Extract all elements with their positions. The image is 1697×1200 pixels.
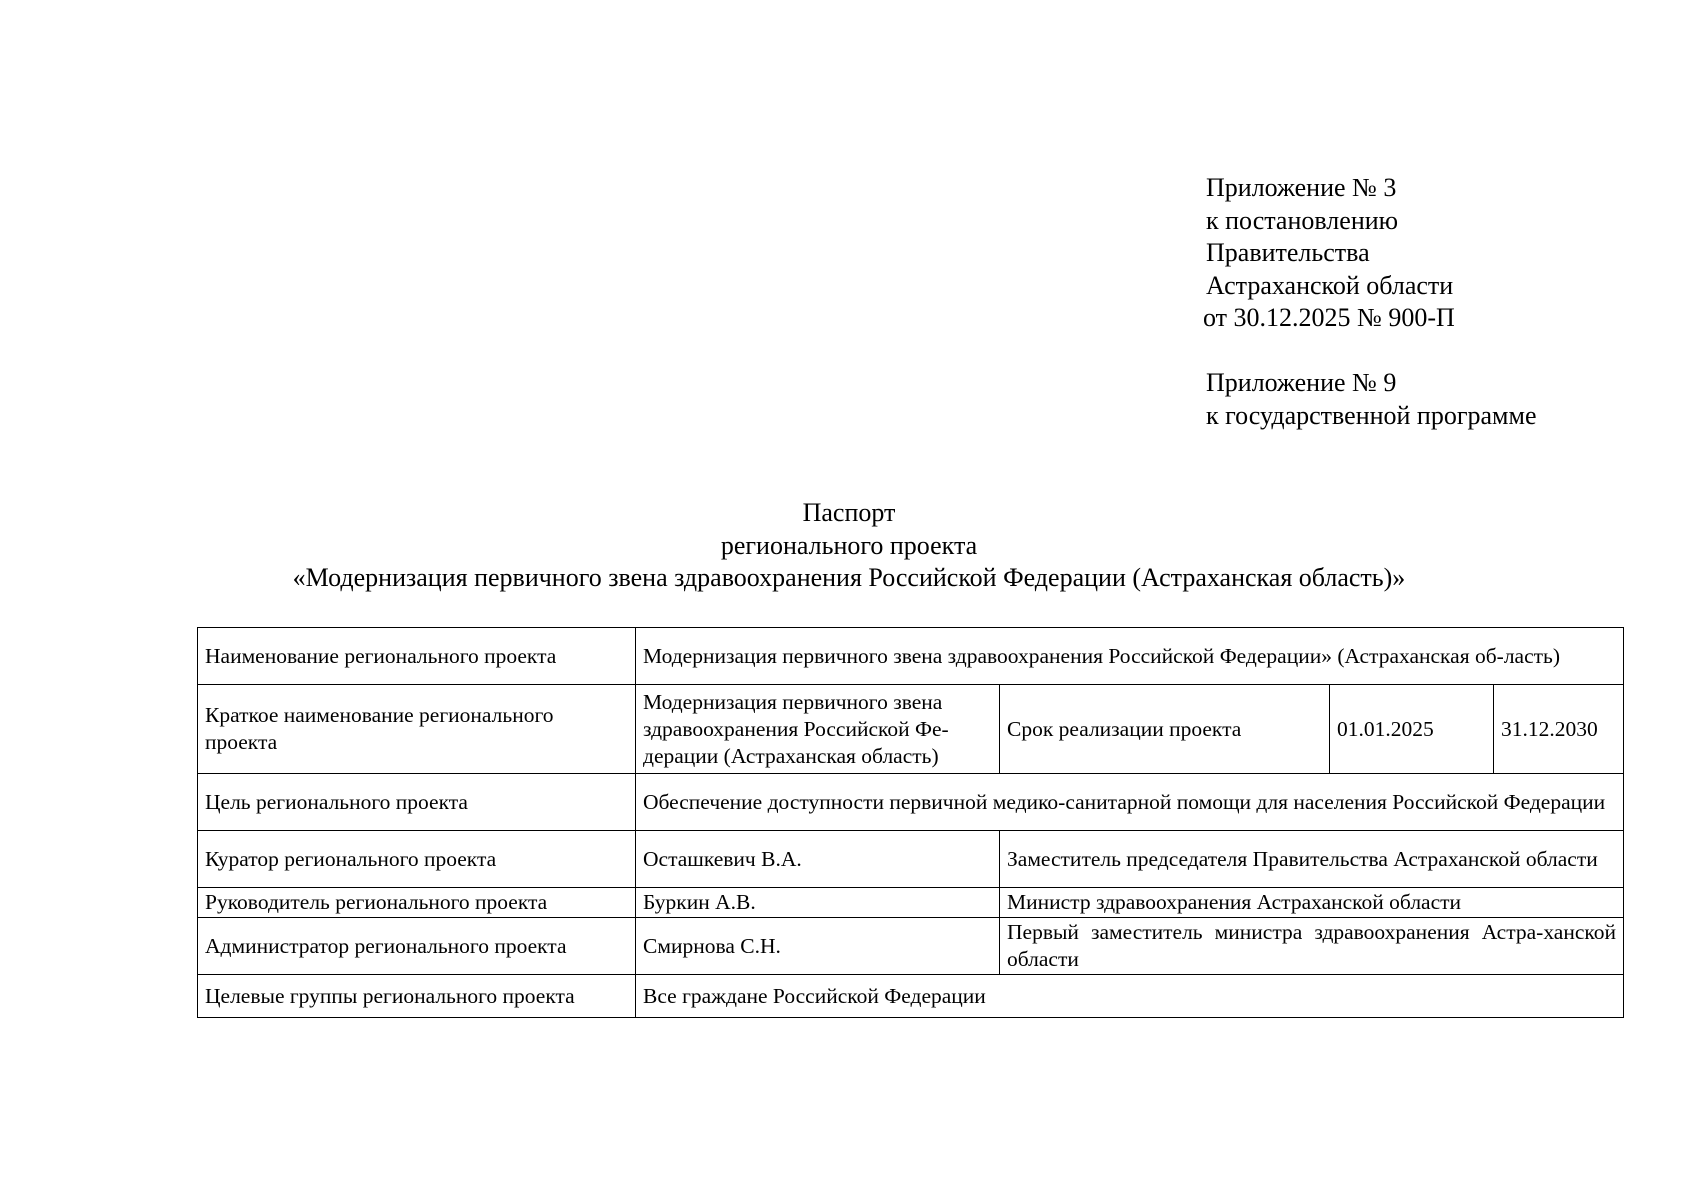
appendix-to-resolution: к постановлению <box>1206 205 1399 235</box>
table-row-name <box>198 628 1624 685</box>
cell-short-name-label: Краткое наименование регионального проекта <box>198 685 636 774</box>
table-row-head <box>198 888 1624 918</box>
cell-curator-label: Куратор регионального проекта <box>198 831 636 888</box>
appendix-government: Правительства <box>1206 238 1370 267</box>
table-row-target-groups <box>198 975 1624 1018</box>
cell-name-value: Модернизация первичного звена здравоохранения Российской Федерации» (Астраханская об-ласть) <box>636 628 1624 685</box>
cell-short-name-value: Модернизация первичного звена здравоохранения Российской Фе-дерации (Астраханская область) <box>636 685 1000 774</box>
cell-start-date: 01.01.2025 <box>1330 685 1494 774</box>
appendix-program-number: Приложение № 9 <box>1206 368 1397 397</box>
cell-curator-position: Заместитель председателя Правительства Астраханской области <box>1000 831 1624 888</box>
cell-goal-label: Цель регионального проекта <box>198 774 636 831</box>
title-regional-project: регионального проекта <box>720 530 978 560</box>
cell-head-position: Министр здравоохранения Астраханской области <box>1000 888 1624 918</box>
passport-table <box>197 627 1624 1018</box>
appendix-date-number: от 30.12.2025 № 900-П <box>1203 303 1455 332</box>
cell-head-label: Руководитель регионального проекта <box>198 888 636 918</box>
cell-administrator-label: Администратор регионального проекта <box>198 918 636 975</box>
cell-curator-person: Осташкевич В.А. <box>636 831 1000 888</box>
appendix-to-program: к государственной программе <box>1206 400 1537 430</box>
cell-head-person: Буркин А.В. <box>636 888 1000 918</box>
document-title <box>150 497 1548 595</box>
table-row-goal <box>198 774 1624 831</box>
cell-goal-value: Обеспечение доступности первичной медико-санитарной помощи для населения Российской Федерации <box>636 774 1624 831</box>
cell-administrator-position: Первый заместитель министра здравоохранения Астра-ханской области <box>1000 918 1624 975</box>
appendix-resolution <box>1203 172 1455 335</box>
cell-administrator-person: Смирнова С.Н. <box>636 918 1000 975</box>
cell-target-groups-label: Целевые группы регионального проекта <box>198 975 636 1018</box>
title-passport: Паспорт <box>802 498 896 527</box>
appendix-number: Приложение № 3 <box>1206 173 1397 202</box>
table-row-curator <box>198 831 1624 888</box>
table-row-administrator <box>198 918 1624 975</box>
cell-term-label: Срок реализации проекта <box>1000 685 1330 774</box>
appendix-program <box>1206 367 1537 432</box>
cell-end-date: 31.12.2030 <box>1494 685 1624 774</box>
title-project-name: «Модернизация первичного звена здравоохранения Российской Федерации (Астраханская область)» <box>292 563 1406 592</box>
table-row-short-name <box>198 685 1624 774</box>
cell-target-groups-value: Все граждане Российской Федерации <box>636 975 1624 1018</box>
cell-name-label: Наименование регионального проекта <box>198 628 636 685</box>
appendix-region: Астраханской области <box>1206 270 1454 300</box>
